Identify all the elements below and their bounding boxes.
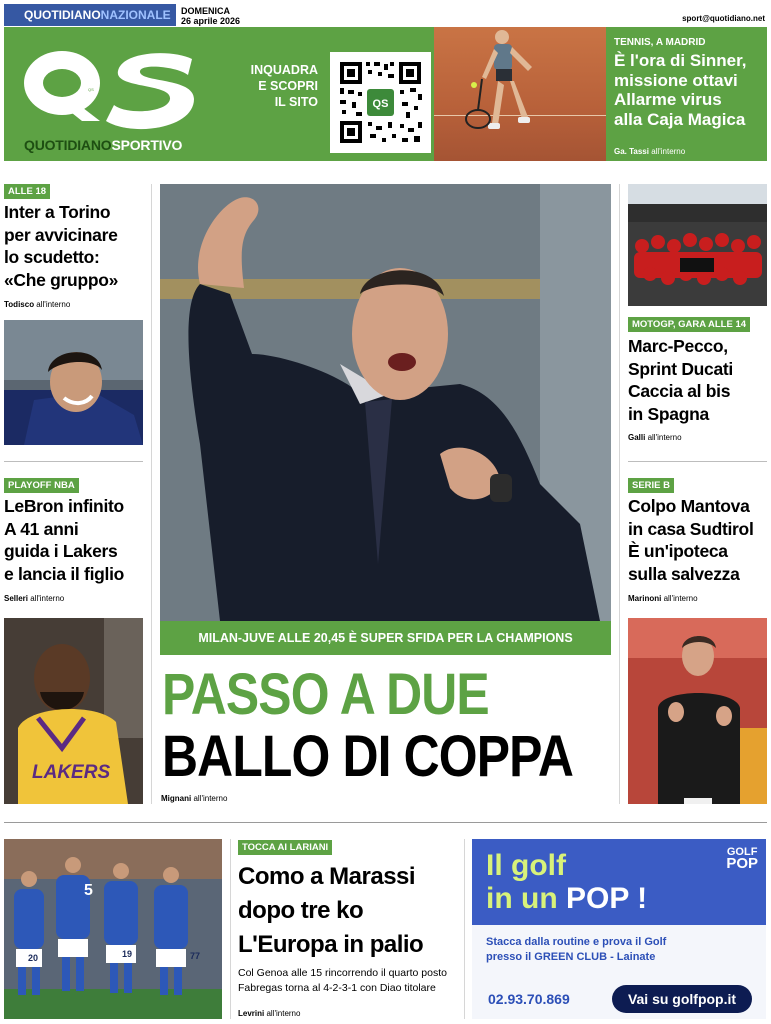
main-byline xyxy=(161,794,227,803)
tennis-headline-line: missione ottavi xyxy=(614,70,738,90)
network-name-b: NAZIONALE xyxy=(100,8,171,22)
tennis-player-icon xyxy=(434,27,606,161)
qr-cta-line-1: INQUADRA xyxy=(250,63,318,77)
motogp-inside: all'interno xyxy=(645,433,682,442)
qs-logo-text: QS xyxy=(88,87,94,92)
inter-story[interactable] xyxy=(4,181,50,199)
motogp-tag: MOTOGP, GARA ALLE 14 xyxy=(628,317,750,332)
motogp-byline xyxy=(628,433,682,442)
mantova-coach-icon xyxy=(628,618,767,804)
golf-logo-word-2: POP xyxy=(726,855,758,872)
como-headline-line: L'Europa in palio xyxy=(238,931,424,958)
mantova-headline[interactable] xyxy=(628,495,769,585)
mantova-photo[interactable] xyxy=(628,618,767,804)
champions-band[interactable]: MILAN-JUVE ALLE 20,45 È SUPER SFIDA PER LA CHAMPIONS xyxy=(160,621,611,655)
golf-ad-headline-line-2a: in un xyxy=(486,882,566,915)
mantova-headline-line: sulla salvezza xyxy=(628,563,740,584)
motogp-story[interactable] xyxy=(628,314,750,332)
lebron-headline-line: LeBron infinito xyxy=(4,496,124,516)
lebron-author: Selleri xyxy=(4,594,29,603)
como-summary xyxy=(238,966,447,996)
inter-headline-line: Inter a Torino xyxy=(4,202,111,222)
main-headline-green[interactable]: PASSO A DUE xyxy=(162,662,489,727)
bottom-rule-1 xyxy=(230,839,231,1019)
inter-headline-line: per avvicinare xyxy=(4,224,118,245)
como-players-icon xyxy=(4,839,222,1019)
mantova-tag: SERIE B xyxy=(628,478,674,493)
qs-subtitle-b: SPORTIVO xyxy=(111,137,183,153)
ducati-team-icon xyxy=(628,184,767,306)
left-column-rule xyxy=(151,184,152,804)
dateline-day: DOMENICA xyxy=(181,6,230,16)
lebron-headline[interactable] xyxy=(4,495,156,585)
qr-cta-line-3: IL SITO xyxy=(274,95,318,109)
tennis-headline-line: alla Caja Magica xyxy=(614,109,746,129)
inter-author: Todisco xyxy=(4,300,35,309)
como-jersey-number: 77 xyxy=(190,951,201,961)
mantova-inside: all'interno xyxy=(661,594,698,603)
qs-logo-icon[interactable] xyxy=(22,41,200,141)
mantova-headline-line: È un'ipoteca xyxy=(628,541,728,561)
golf-ad-text-line: presso il GREEN CLUB - Lainate xyxy=(486,951,656,963)
golf-ad-button[interactable]: Vai su golfpop.it xyxy=(612,985,752,1013)
qr-code-icon xyxy=(330,52,431,153)
network-name-a: QUOTIDIANO xyxy=(24,8,101,22)
motogp-headline-line: Marc-Pecco, xyxy=(628,336,728,356)
mantova-headline-line: Colpo Mantova xyxy=(628,496,750,516)
lebron-headline-line: A 41 anni xyxy=(4,518,79,539)
como-jersey-number: 5 xyxy=(84,882,93,899)
mantova-story[interactable] xyxy=(628,475,674,493)
inter-byline xyxy=(4,300,70,309)
tennis-headline-line: È l'ora di Sinner, xyxy=(614,51,747,70)
qr-code[interactable] xyxy=(330,52,431,153)
masthead-header xyxy=(4,27,767,161)
motogp-headline[interactable] xyxy=(628,335,768,425)
qs-subtitle-a: QUOTIDIANO xyxy=(24,137,112,153)
como-author: Levrini xyxy=(238,1009,265,1018)
inter-photo[interactable] xyxy=(4,320,143,445)
como-inside: all'interno xyxy=(264,1009,301,1018)
como-photo[interactable] xyxy=(4,839,222,1019)
lebron-byline xyxy=(4,594,64,603)
tennis-photo[interactable] xyxy=(434,27,606,161)
como-jersey-number: 19 xyxy=(122,949,133,959)
inter-headline[interactable] xyxy=(4,201,154,291)
inter-inside: all'interno xyxy=(34,300,71,309)
lebron-inside: all'interno xyxy=(28,594,65,603)
bottom-rule-2 xyxy=(464,839,465,1019)
golf-ad-text xyxy=(486,935,666,965)
como-headline-line: dopo tre ko xyxy=(238,897,364,924)
motogp-photo[interactable] xyxy=(628,184,767,306)
left-divider xyxy=(4,461,143,462)
motogp-headline-line: Sprint Ducati xyxy=(628,358,733,379)
golf-pop-logo xyxy=(726,846,758,872)
golf-ad-text-line: Stacca dalla routine e prova il Golf xyxy=(486,936,667,948)
como-story[interactable] xyxy=(238,837,332,855)
golf-pop-ad[interactable] xyxy=(472,839,766,1019)
lebron-photo[interactable] xyxy=(4,618,143,804)
dateline xyxy=(181,6,240,26)
tennis-headline-line: Allarme virus xyxy=(614,90,722,109)
como-summary-line: Col Genoa alle 15 rincorrendo il quarto posto xyxy=(238,967,447,979)
allegri-coach-icon xyxy=(160,184,611,621)
qr-cta-line-2: E SCOPRI xyxy=(258,79,318,93)
lebron-player-icon xyxy=(4,618,143,804)
golf-ad-headline-line-2b: POP ! xyxy=(565,882,648,915)
como-summary-line: Fabregas torna al 4-2-3-1 con Diao titolare xyxy=(238,982,436,994)
main-headline-black[interactable]: BALLO DI COPPA xyxy=(162,724,574,789)
bottom-divider xyxy=(4,822,767,823)
lebron-headline-line: e lancia il figlio xyxy=(4,563,125,584)
right-divider xyxy=(628,461,767,462)
motogp-author: Galli xyxy=(628,433,646,442)
golf-logo-word-1: GOLF xyxy=(726,846,758,858)
qr-cta xyxy=(230,62,318,110)
mantova-byline xyxy=(628,594,698,603)
tennis-headline xyxy=(614,51,764,129)
dateline-date: 26 aprile 2026 xyxy=(181,16,241,26)
golf-ad-headline-line-1: Il golf xyxy=(486,849,566,882)
como-headline[interactable] xyxy=(238,860,460,962)
network-bar[interactable] xyxy=(4,4,176,26)
golf-ad-headline xyxy=(486,849,647,915)
mantova-author: Marinoni xyxy=(628,594,662,603)
qs-subtitle xyxy=(24,137,182,153)
inter-headline-line: «Che gruppo» xyxy=(4,269,119,290)
right-column-rule xyxy=(619,184,620,804)
inter-headline-line: lo scudetto: xyxy=(4,247,100,267)
como-jersey-number: 20 xyxy=(28,953,39,963)
tennis-byline xyxy=(614,147,685,156)
lebron-story[interactable] xyxy=(4,475,79,493)
inter-coach-icon xyxy=(4,320,143,445)
tennis-kicker: TENNIS, A MADRID xyxy=(614,37,706,48)
motogp-headline-line: in Spagna xyxy=(628,403,709,424)
lebron-tag: PLAYOFF NBA xyxy=(4,478,79,493)
como-byline xyxy=(238,1009,300,1018)
como-headline-line: Como a Marassi xyxy=(238,863,416,890)
lebron-headline-line: guida i Lakers xyxy=(4,541,118,561)
main-photo[interactable] xyxy=(160,184,611,621)
lebron-jersey-text: LAKERS xyxy=(32,762,111,783)
tennis-inside: all'interno xyxy=(648,147,686,156)
motogp-headline-line: Caccia al bis xyxy=(628,381,731,401)
tennis-story[interactable] xyxy=(614,37,764,129)
qr-center-label: QS xyxy=(372,98,389,110)
inter-tag: ALLE 18 xyxy=(4,184,50,199)
main-author: Mignani xyxy=(161,794,192,803)
como-tag: TOCCA AI LARIANI xyxy=(238,840,332,855)
tennis-author: Ga. Tassi xyxy=(614,147,649,156)
email-link[interactable]: sport@quotidiano.net xyxy=(682,14,765,23)
golf-ad-phone[interactable]: 02.93.70.869 xyxy=(488,991,570,1007)
main-inside: all'interno xyxy=(191,794,228,803)
mantova-headline-line: in casa Sudtirol xyxy=(628,518,754,539)
